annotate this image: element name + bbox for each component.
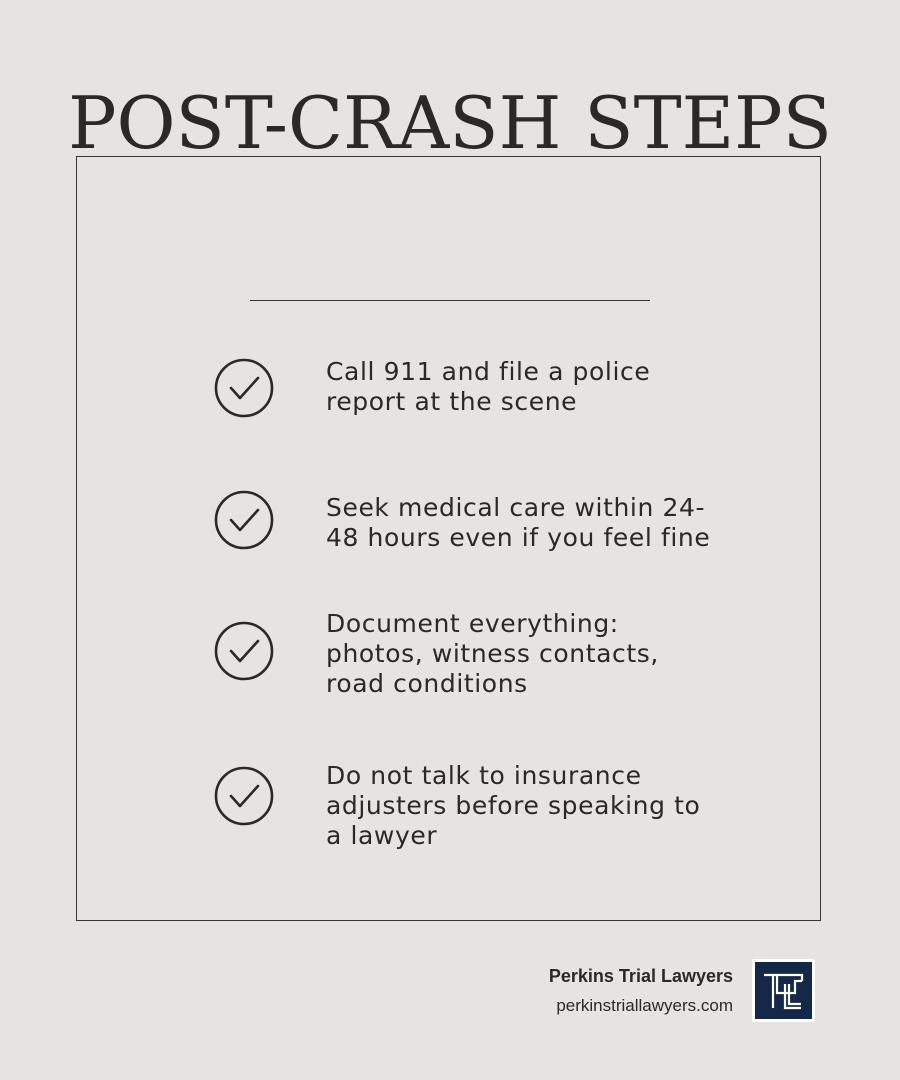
check-circle-icon [214,358,274,418]
pl-monogram-logo [752,959,815,1022]
step-text-line: adjusters before speaking to [326,791,701,820]
steps-panel [76,156,821,921]
step-text-line: 48 hours even if you feel fine [326,523,711,552]
step-text-line: report at the scene [326,387,578,416]
step-text-line: Call 911 and file a police [326,357,651,386]
step-text-line: photos, witness contacts, [326,639,659,668]
step-text-line: Do not talk to insurance [326,761,642,790]
step-text [326,493,766,553]
check-circle-icon [214,621,274,681]
step-text-line: Seek medical care within 24- [326,493,706,522]
page-title: POST-CRASH STEPS [68,81,832,166]
step-text-line: Document everything: [326,609,619,638]
check-circle-icon [214,490,274,550]
check-circle-icon [214,766,274,826]
step-text-line: a lawyer [326,821,438,850]
firm-website: perkinstriallawyers.com [556,996,733,1015]
divider-line [250,300,650,301]
step-text-line: road conditions [326,669,528,698]
step-text [326,357,766,417]
step-text [326,609,766,699]
firm-name: Perkins Trial Lawyers [548,966,733,986]
step-text [326,761,766,851]
